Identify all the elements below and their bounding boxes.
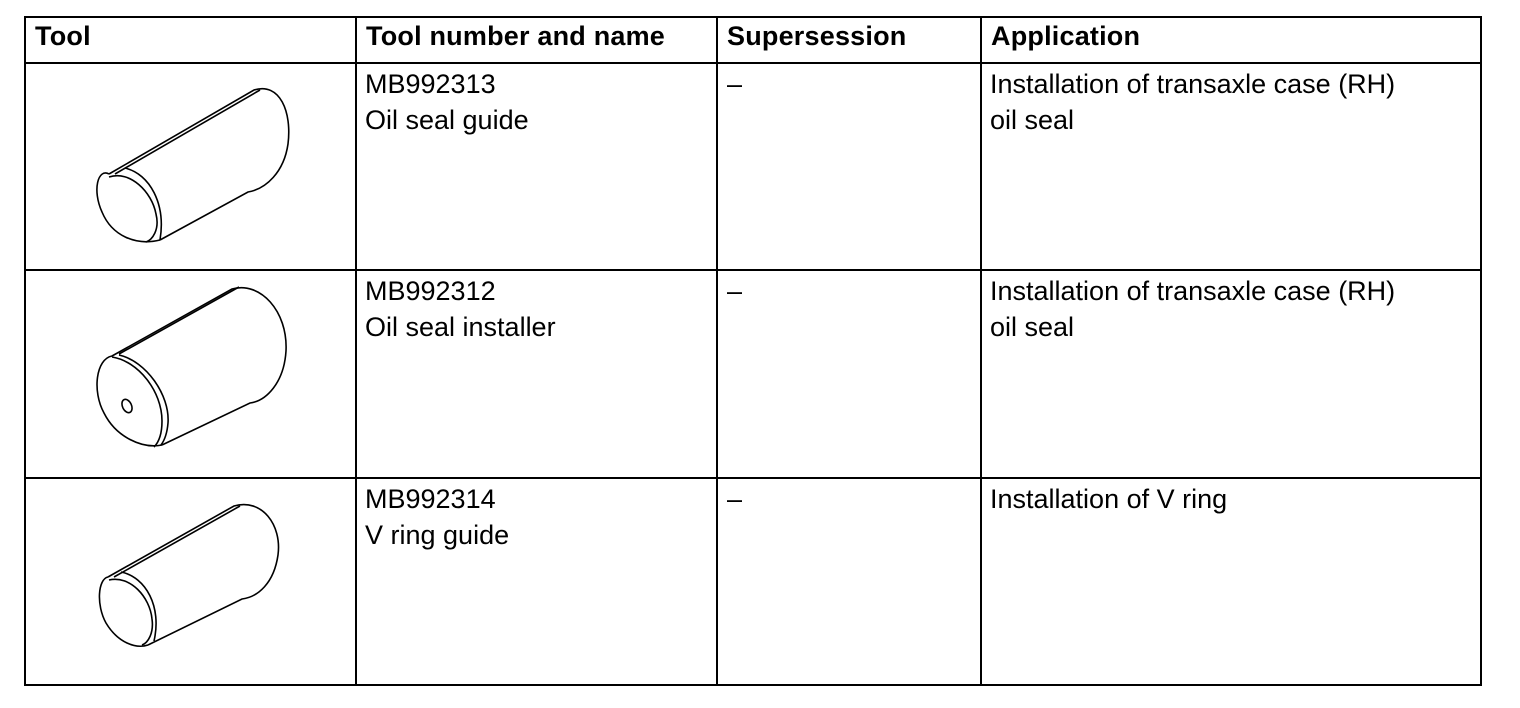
tool-name: Oil seal installer — [365, 312, 556, 343]
tool-image-cell — [25, 63, 356, 270]
application-line-1: Installation of V ring — [990, 483, 1228, 514]
oil-seal-guide-icon — [26, 64, 357, 269]
supersession-value: – — [727, 483, 743, 514]
oil-seal-installer-icon — [26, 271, 357, 476]
tool-number-name-cell — [356, 478, 717, 685]
application-cell — [981, 270, 1481, 477]
header-tool-number-and-name: Tool number and name — [356, 17, 717, 63]
application-cell — [981, 478, 1481, 685]
tool-name: V ring guide — [365, 519, 510, 550]
header-supersession: Supersession — [717, 17, 981, 63]
application-line-1: Installation of transaxle case (RH) — [990, 276, 1396, 307]
application-cell — [981, 63, 1481, 270]
tool-image-cell — [25, 478, 356, 685]
header-application: Application — [981, 17, 1481, 63]
supersession-value: – — [727, 276, 743, 307]
table-row — [25, 478, 1481, 685]
tool-number-name-cell — [356, 270, 717, 477]
header-tool: Tool — [25, 17, 356, 63]
table-row — [25, 63, 1481, 270]
special-tools-table — [24, 16, 1482, 686]
tool-number-name-cell — [356, 63, 717, 270]
tool-number: MB992312 — [365, 276, 496, 307]
application-line-1: Installation of transaxle case (RH) — [990, 69, 1396, 99]
supersession-cell — [717, 270, 981, 477]
table-header-row — [25, 17, 1481, 63]
tool-number: MB992313 — [365, 69, 496, 99]
table-row — [25, 270, 1481, 477]
supersession-cell — [717, 63, 981, 270]
v-ring-guide-icon — [26, 479, 357, 684]
application-line-2: oil seal — [990, 105, 1075, 135]
tool-number: MB992314 — [365, 483, 496, 514]
supersession-value: – — [727, 69, 743, 99]
application-line-2: oil seal — [990, 312, 1075, 343]
tool-name: Oil seal guide — [365, 105, 529, 135]
tool-image-cell — [25, 270, 356, 477]
supersession-cell — [717, 478, 981, 685]
